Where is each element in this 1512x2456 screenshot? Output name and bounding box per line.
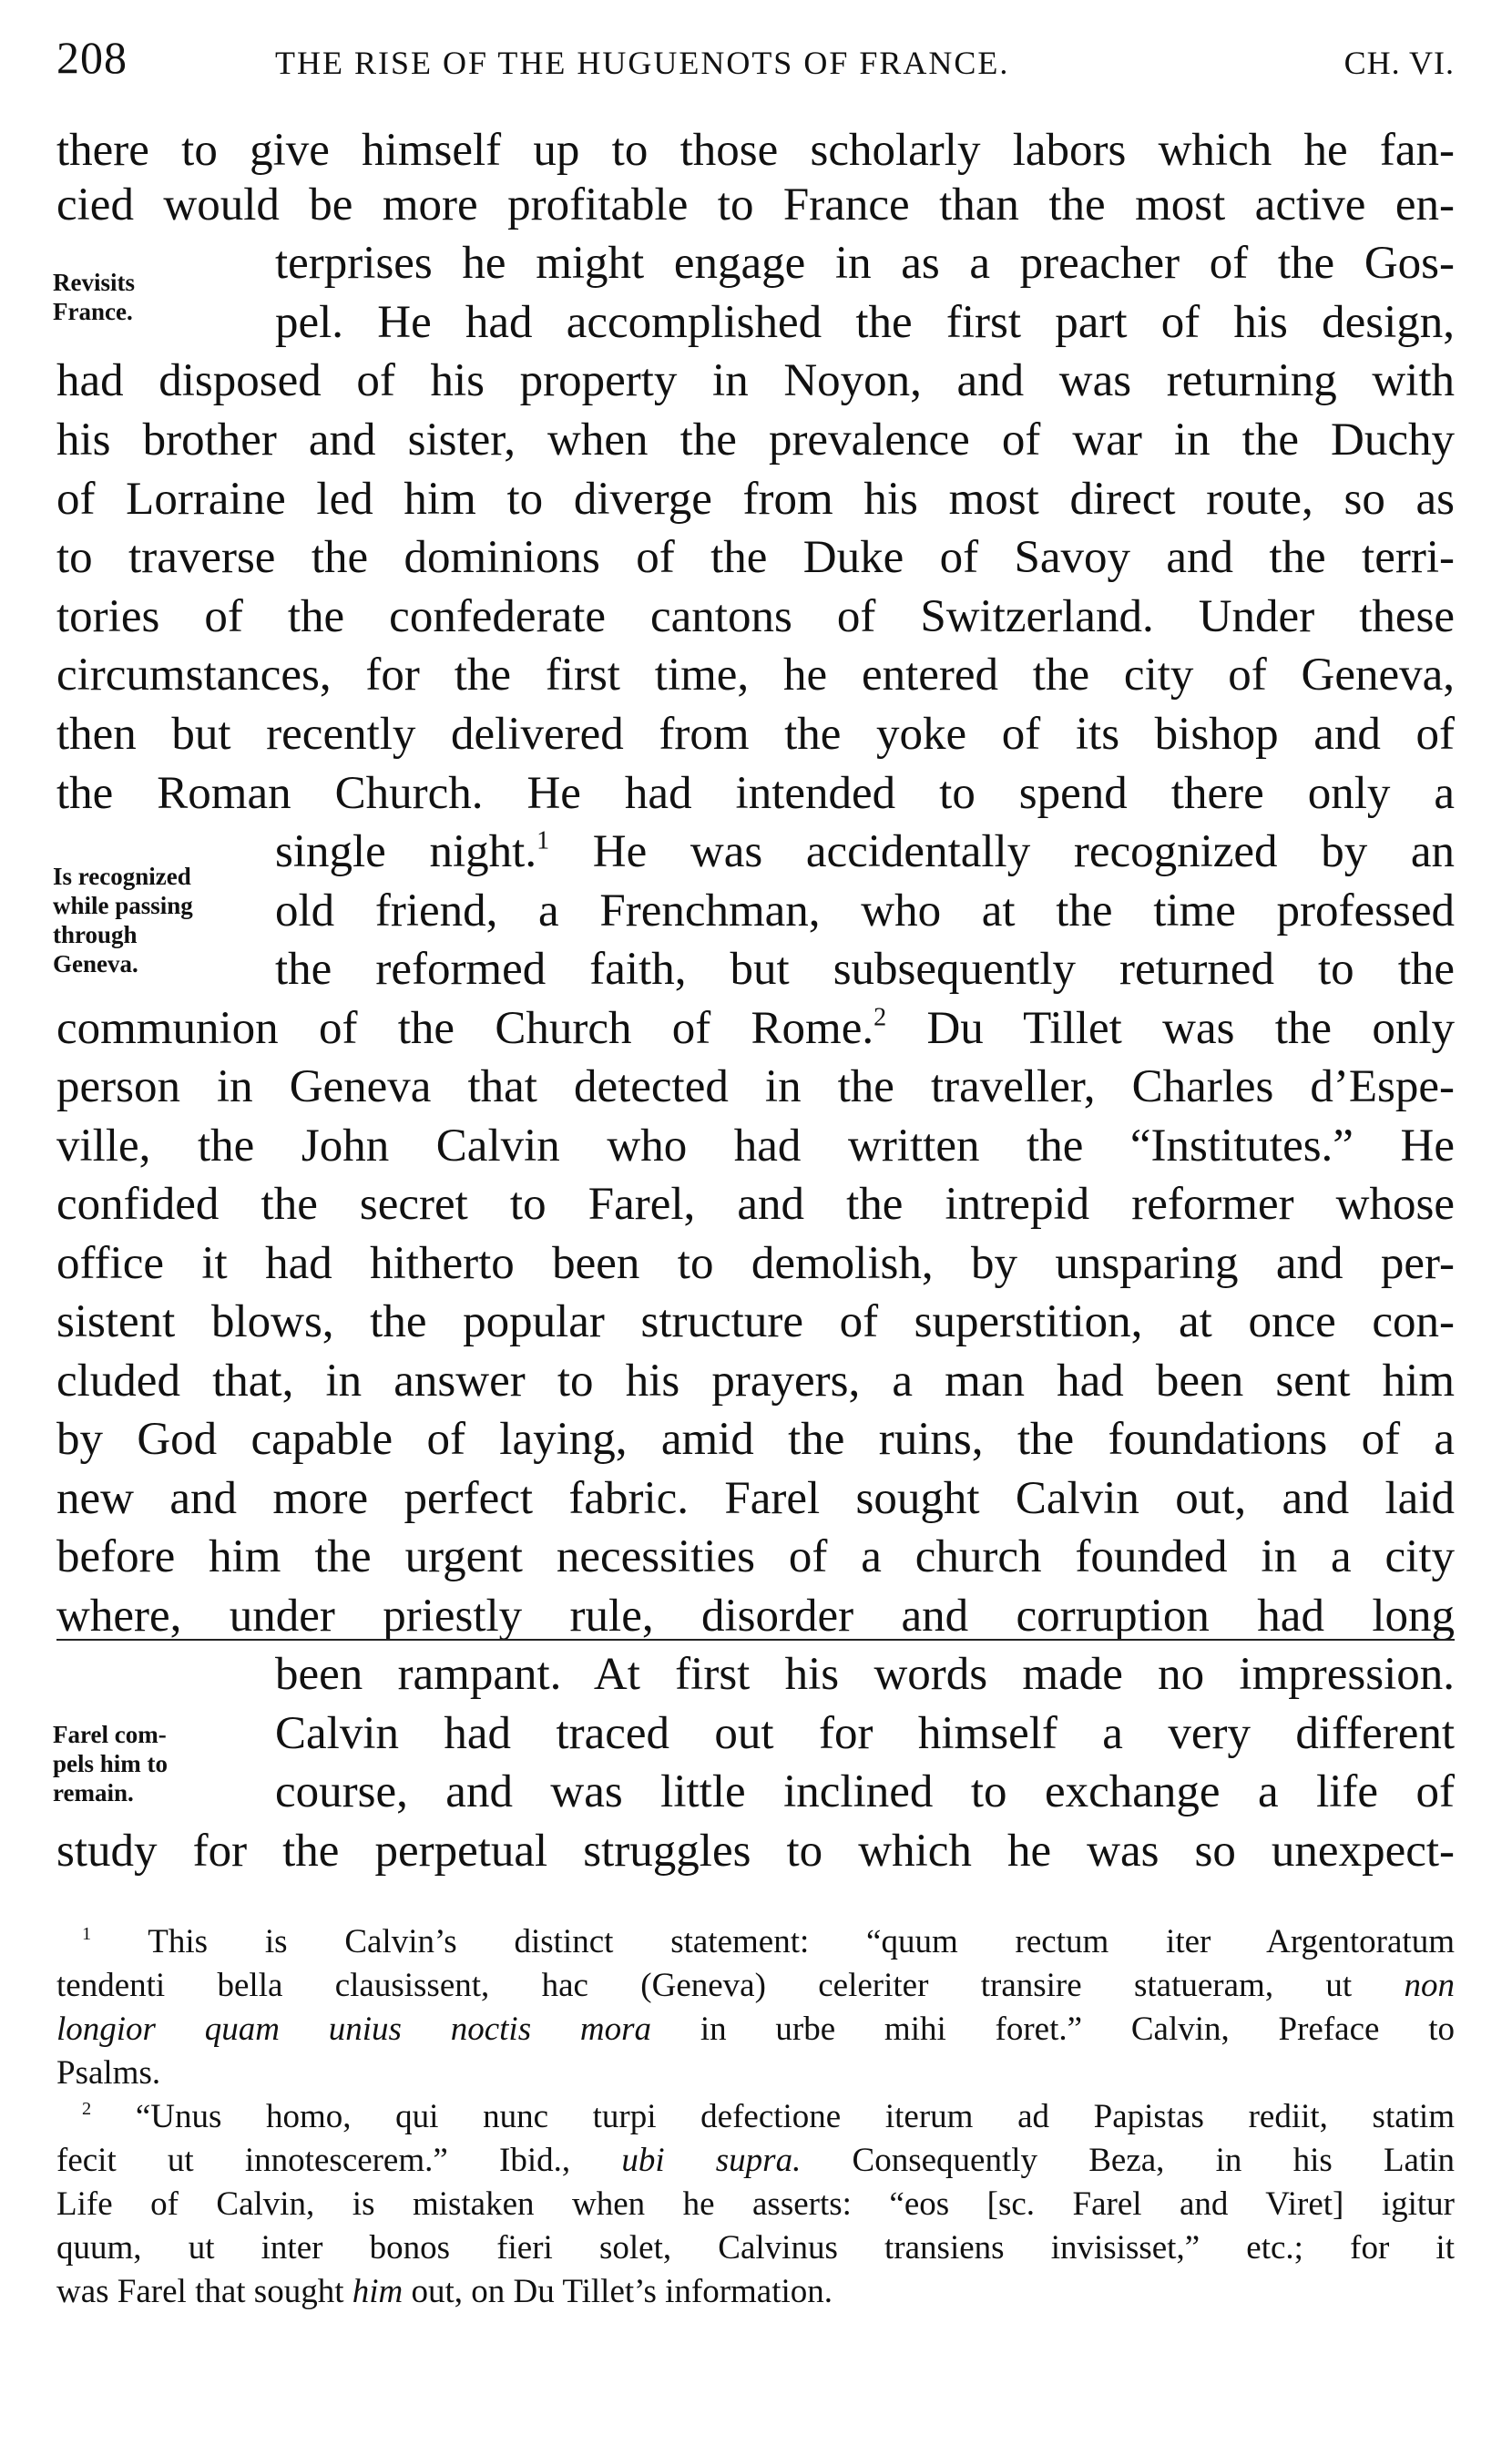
text-line: been rampant. At first his words made no impression. bbox=[275, 1649, 1455, 1700]
chapter-label: CH. VI. bbox=[1343, 45, 1455, 81]
text-line: his brother and sister, when the prevalence of war in the Duchy bbox=[56, 414, 1455, 466]
text-line: person in Geneva that detected in the traveller, Charles d’Espe- bbox=[56, 1061, 1455, 1112]
footnote-2-line bbox=[56, 2270, 833, 2314]
page-number: 208 bbox=[56, 32, 128, 83]
text-line: there to give himself up to those scholarly labors which he fan- bbox=[56, 125, 1455, 176]
footnote-italic: ubi supra. bbox=[621, 2142, 802, 2179]
text-line: cied would be more profitable to France than the most active en- bbox=[56, 179, 1455, 230]
footnote-italic: non bbox=[1404, 1967, 1456, 2004]
text-line: sistent blows, the popular structure of superstition, at once con- bbox=[56, 1296, 1455, 1347]
text-line: then but recently delivered from the yoke of its bishop and of bbox=[56, 709, 1455, 760]
margin-note-line: Revisits bbox=[53, 269, 135, 296]
text-line: confided the secret to Farel, and the intrepid reformer whose bbox=[56, 1179, 1455, 1230]
text-line: tories of the confederate cantons of Switzerland. Under these bbox=[56, 591, 1455, 642]
text-line: Calvin had traced out for himself a very different bbox=[275, 1708, 1455, 1759]
text-segment: single night. bbox=[275, 826, 537, 877]
footnote-2-line bbox=[82, 2095, 1455, 2139]
text-line: new and more perfect fabric. Farel sought Calvin out, and laid bbox=[56, 1473, 1455, 1524]
margin-note-line: France. bbox=[53, 298, 133, 325]
text-line: terprises he might engage in as a preacher of the Gos- bbox=[275, 238, 1455, 289]
footnote-rule bbox=[56, 1639, 1455, 1641]
margin-note-line: Is recognized bbox=[53, 863, 191, 890]
margin-note-farel-compels bbox=[53, 1720, 168, 1807]
text-line: to traverse the dominions of the Duke of Savoy and the terri- bbox=[56, 532, 1455, 583]
footnote-text: was Farel that sought bbox=[56, 2273, 344, 2310]
text-segment: He was accidentally recognized by an bbox=[592, 826, 1455, 877]
footnote-ref: 2 bbox=[873, 1003, 887, 1032]
text-line: before him the urgent necessities of a church founded in a city bbox=[56, 1531, 1455, 1582]
text-line: the Roman Church. He had intended to spend there only a bbox=[56, 768, 1455, 819]
footnote-2-line: Life of Calvin, is mistaken when he asserts: “eos [sc. Farel and Viret] igitur bbox=[56, 2185, 1455, 2223]
margin-note-revisits-france bbox=[53, 268, 135, 326]
footnote-2-line bbox=[56, 2139, 1455, 2183]
margin-note-line: while passing bbox=[53, 892, 193, 919]
footnote-text: tendenti bella clausissent, hac (Geneva) celeriter transire statueram, ut bbox=[56, 1967, 1353, 2004]
text-segment: communion of the Church of Rome. bbox=[56, 1003, 874, 1054]
footnote-italic: longior quam unius noctis mora bbox=[56, 2011, 652, 2048]
text-line: where, under priestly rule, disorder and corruption had long bbox=[56, 1591, 1455, 1642]
margin-note-recognized-geneva bbox=[53, 862, 193, 978]
margin-note-line: Geneva. bbox=[53, 950, 138, 977]
footnote-text: out, on Du Tillet’s information. bbox=[411, 2273, 833, 2310]
text-segment: Du Tillet was the only bbox=[926, 1003, 1455, 1054]
text-line: course, and was little inclined to exchange a life of bbox=[275, 1766, 1455, 1817]
text-line: circumstances, for the first time, he entered the city of Geneva, bbox=[56, 650, 1455, 701]
footnote-2-line: quum, ut inter bonos fieri solet, Calvinus transiens invisisset,” etc.; for it bbox=[56, 2229, 1455, 2267]
text-line: pel. He had accomplished the first part of his design, bbox=[275, 297, 1455, 348]
margin-note-line: remain. bbox=[53, 1779, 134, 1806]
footnote-text: in urbe mihi foret.” Calvin, Preface to bbox=[700, 2011, 1456, 2048]
text-line: ville, the John Calvin who had written the “Institutes.” He bbox=[56, 1121, 1455, 1172]
footnote-1-line bbox=[56, 1964, 1455, 2008]
text-line: cluded that, in answer to his prayers, a man had been sent him bbox=[56, 1356, 1455, 1407]
running-title: THE RISE OF THE HUGUENOTS OF FRANCE. bbox=[275, 45, 1010, 81]
margin-note-line: pels him to bbox=[53, 1750, 169, 1777]
footnote-marker: 1 bbox=[82, 1923, 92, 1944]
footnote-text: Consequently Beza, in his Latin bbox=[852, 2142, 1456, 2179]
running-header bbox=[56, 31, 1455, 86]
text-line: study for the perpetual struggles to which he was so unexpect- bbox=[56, 1826, 1455, 1877]
footnote-1-line bbox=[56, 2008, 1455, 2052]
text-line: the reformed faith, but subsequently returned to the bbox=[275, 944, 1455, 995]
footnote-1-line bbox=[82, 1920, 1455, 1964]
margin-note-line: through bbox=[53, 921, 138, 948]
margin-note-line: Farel com- bbox=[53, 1721, 167, 1748]
text-line: old friend, a Frenchman, who at the time professed bbox=[275, 885, 1455, 936]
text-line: had disposed of his property in Noyon, and was returning with bbox=[56, 355, 1455, 406]
footnote-text: “Unus homo, qui nunc turpi defectione iterum ad Papistas rediit, statim bbox=[135, 2098, 1455, 2135]
footnote-text: fecit ut innotescerem.” Ibid., bbox=[56, 2142, 571, 2179]
footnote-text: This is Calvin’s distinct statement: “quum rectum iter Argentoratum bbox=[148, 1923, 1455, 1960]
text-line: of Lorraine led him to diverge from his most direct route, so as bbox=[56, 474, 1455, 525]
footnote-ref: 1 bbox=[536, 826, 550, 855]
text-line: by God capable of laying, amid the ruins, the foundations of a bbox=[56, 1414, 1455, 1465]
footnote-italic: him bbox=[352, 2273, 404, 2310]
text-line: office it had hitherto been to demolish, by unsparing and per- bbox=[56, 1238, 1455, 1289]
footnote-marker: 2 bbox=[82, 2098, 92, 2119]
text-line bbox=[56, 999, 1455, 1058]
text-line bbox=[275, 823, 1455, 881]
footnote-1-line: Psalms. bbox=[56, 2054, 161, 2092]
